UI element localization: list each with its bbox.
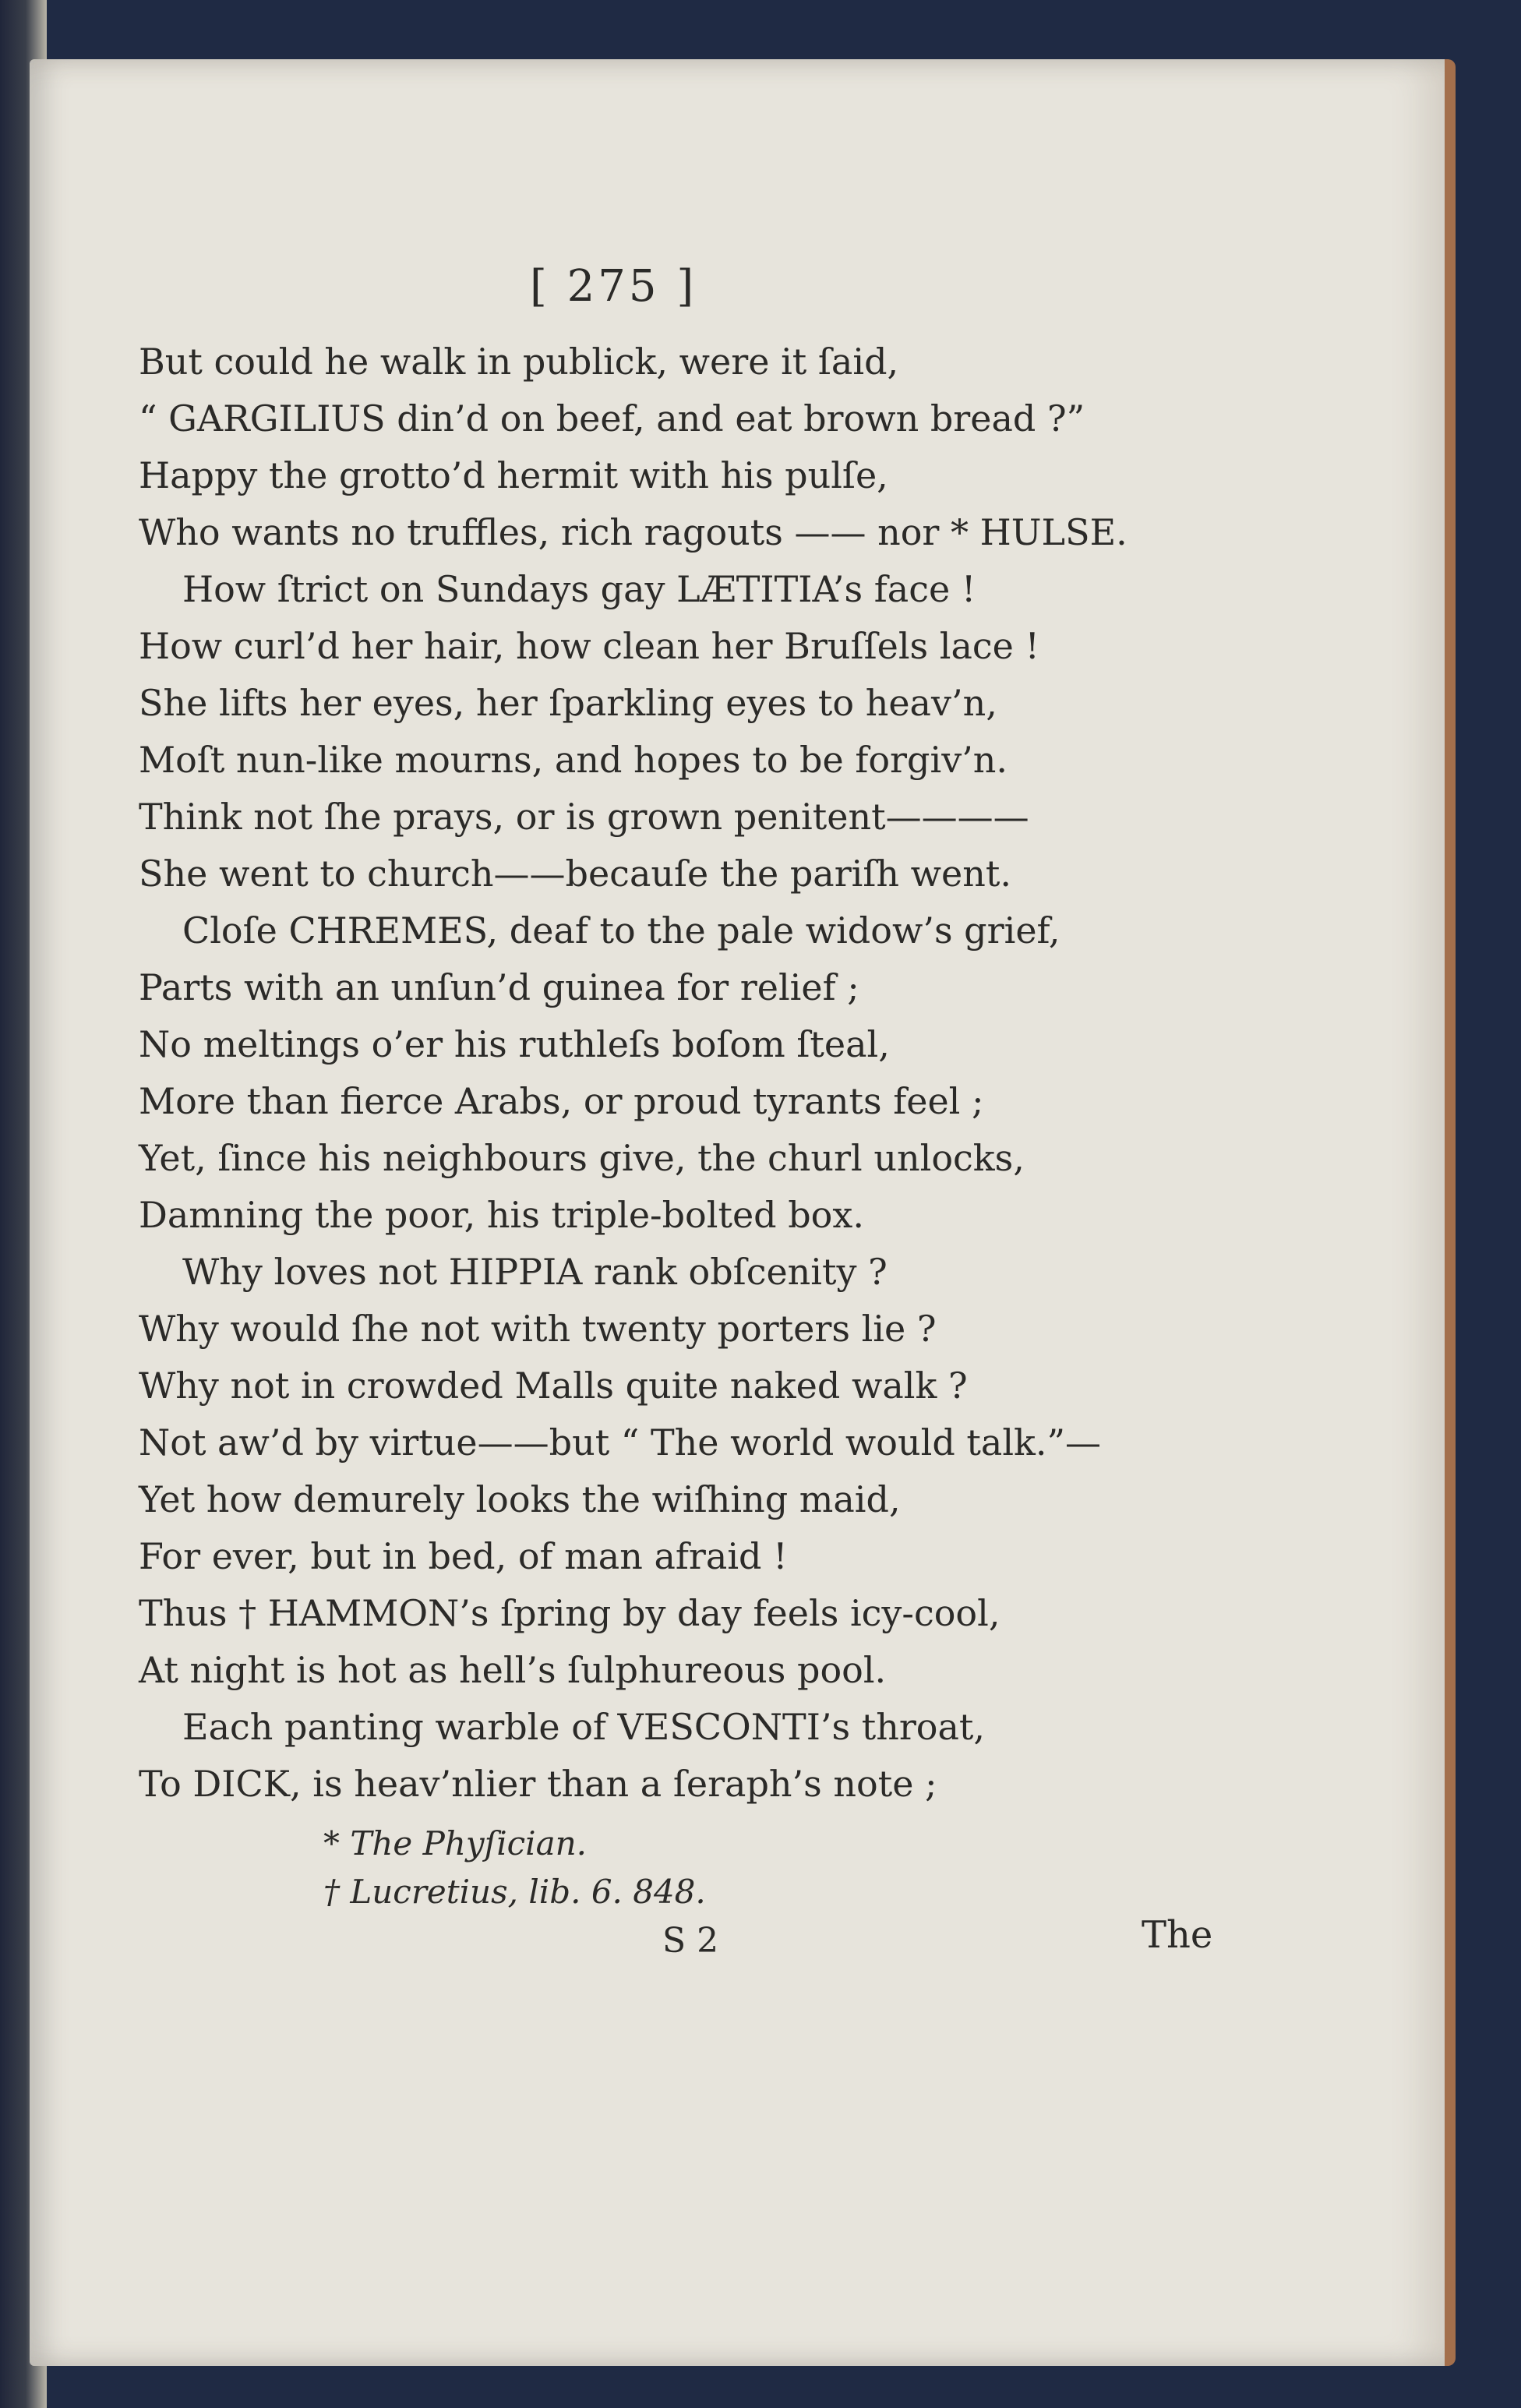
poem-line: Yet, ſince his neighbours give, the churl unlocks, [139,1137,1025,1179]
footnote: † Lucretius, lib. 6. 848. [323,1873,706,1911]
poem-line: Cloſe CHREMES, deaf to the pale widow’s grief, [182,909,1060,952]
poem-line: Each panting warble of VESCONTI’s throat, [182,1706,986,1748]
page-number: [ 275 ] [530,261,697,312]
poem-line: Happy the grotto’d hermit with his pulſe, [139,454,888,496]
poem-line: At night is hot as hell’s ſulphureous pool. [139,1649,887,1691]
poem-line: Why would ſhe not with twenty porters lie ? [139,1308,937,1350]
poem-line: Why not in crowded Malls quite naked walk ? [139,1365,968,1407]
poem-line: Moſt nun-like mourns, and hopes to be forgiv’n. [139,739,1008,781]
poem-line: Thus † HAMMON’s ſpring by day feels icy-cool, [139,1592,1000,1634]
poem-line: “ GARGILIUS din’d on beef, and eat brown bread ?” [139,397,1085,440]
poem-line: To DICK, is heav’nlier than a ſeraph’s note ; [139,1763,937,1805]
poem-line: More than fierce Arabs, or proud tyrants feel ; [139,1080,984,1122]
catchword: The [1142,1913,1213,1957]
poem-line: Parts with an unſun’d guinea for relief ; [139,966,859,1008]
poem-line: How curl’d her hair, how clean her Bruſſels lace ! [139,625,1039,667]
poem-line: No meltings o’er his ruthleſs boſom ſteal, [139,1023,890,1065]
poem-line: But could he walk in publick, were it ſaid, [139,341,899,383]
poem-line: Damning the poor, his triple-bolted box. [139,1194,864,1236]
poem-line: She went to church——becauſe the pariſh went. [139,853,1011,895]
poem-line: For ever, but in bed, of man afraid ! [139,1535,788,1577]
poem-line: How ſtrict on Sundays gay LÆTITIA’s face ! [182,568,976,610]
poem-line: Who wants no truffles, rich ragouts —— nor * HULSE. [139,511,1128,553]
footnote: * The Phyſician. [323,1824,588,1862]
poem-line: She lifts her eyes, her ſparkling eyes to heav’n, [139,682,997,724]
poem-line: Not aw’d by virtue——but “ The world would talk.”— [139,1421,1102,1464]
signature-mark: S 2 [662,1921,719,1961]
poem-line: Why loves not HIPPIA rank obſcenity ? [182,1251,888,1293]
footnotes [323,1820,706,1916]
poem-text [139,334,1245,1813]
poem-line: Yet how demurely looks the wiſhing maid, [139,1478,901,1520]
poem-line: Think not ſhe prays, or is grown penitent———— [139,796,1029,838]
